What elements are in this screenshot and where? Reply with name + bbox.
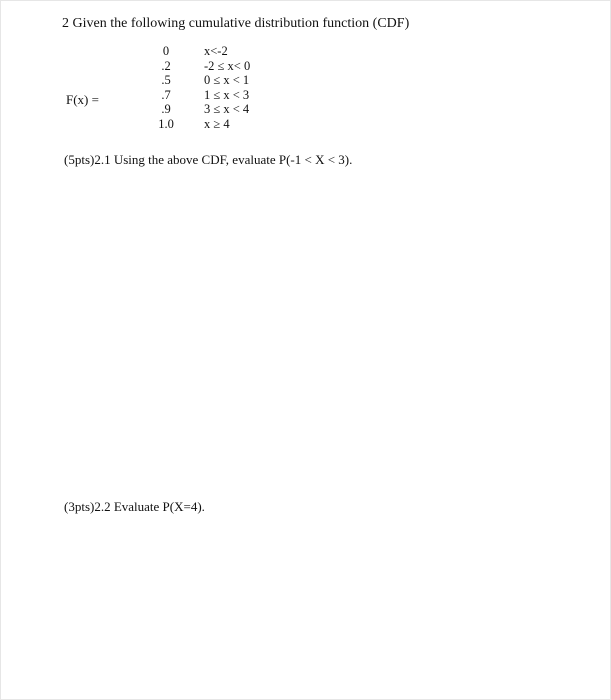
cdf-value: .9 (161, 102, 171, 116)
problem-heading: 2 Given the following cumulative distribution function (CDF) (62, 16, 410, 31)
cdf-row (148, 73, 250, 88)
cdf-row (148, 59, 250, 74)
cdf-row (148, 117, 250, 132)
cdf-value: .7 (161, 87, 171, 102)
cdf-condition: 1 ≤ x < 3 (204, 87, 250, 102)
cdf-value: 1.0 (158, 116, 174, 131)
cdf-condition: -2 ≤ x< 0 (204, 58, 251, 73)
question-2-2: (3pts)2.2 Evaluate P(X=4). (64, 499, 205, 514)
cdf-value: 0 (162, 44, 170, 58)
cdf-piecewise-table (148, 44, 250, 131)
cdf-condition: x ≥ 4 (204, 116, 230, 131)
cdf-function-label: F(x) = (66, 92, 99, 107)
cdf-row (148, 44, 250, 59)
cdf-condition: x<-2 (204, 44, 228, 58)
cdf-value: .2 (161, 58, 171, 73)
cdf-row (148, 102, 250, 117)
cdf-condition: 0 ≤ x < 1 (204, 73, 250, 87)
cdf-condition: 3 ≤ x < 4 (204, 102, 250, 116)
cdf-row (148, 88, 250, 103)
question-2-1: (5pts)2.1 Using the above CDF, evaluate P(-1 < X < 3). (64, 152, 353, 167)
cdf-value: .5 (161, 73, 171, 87)
